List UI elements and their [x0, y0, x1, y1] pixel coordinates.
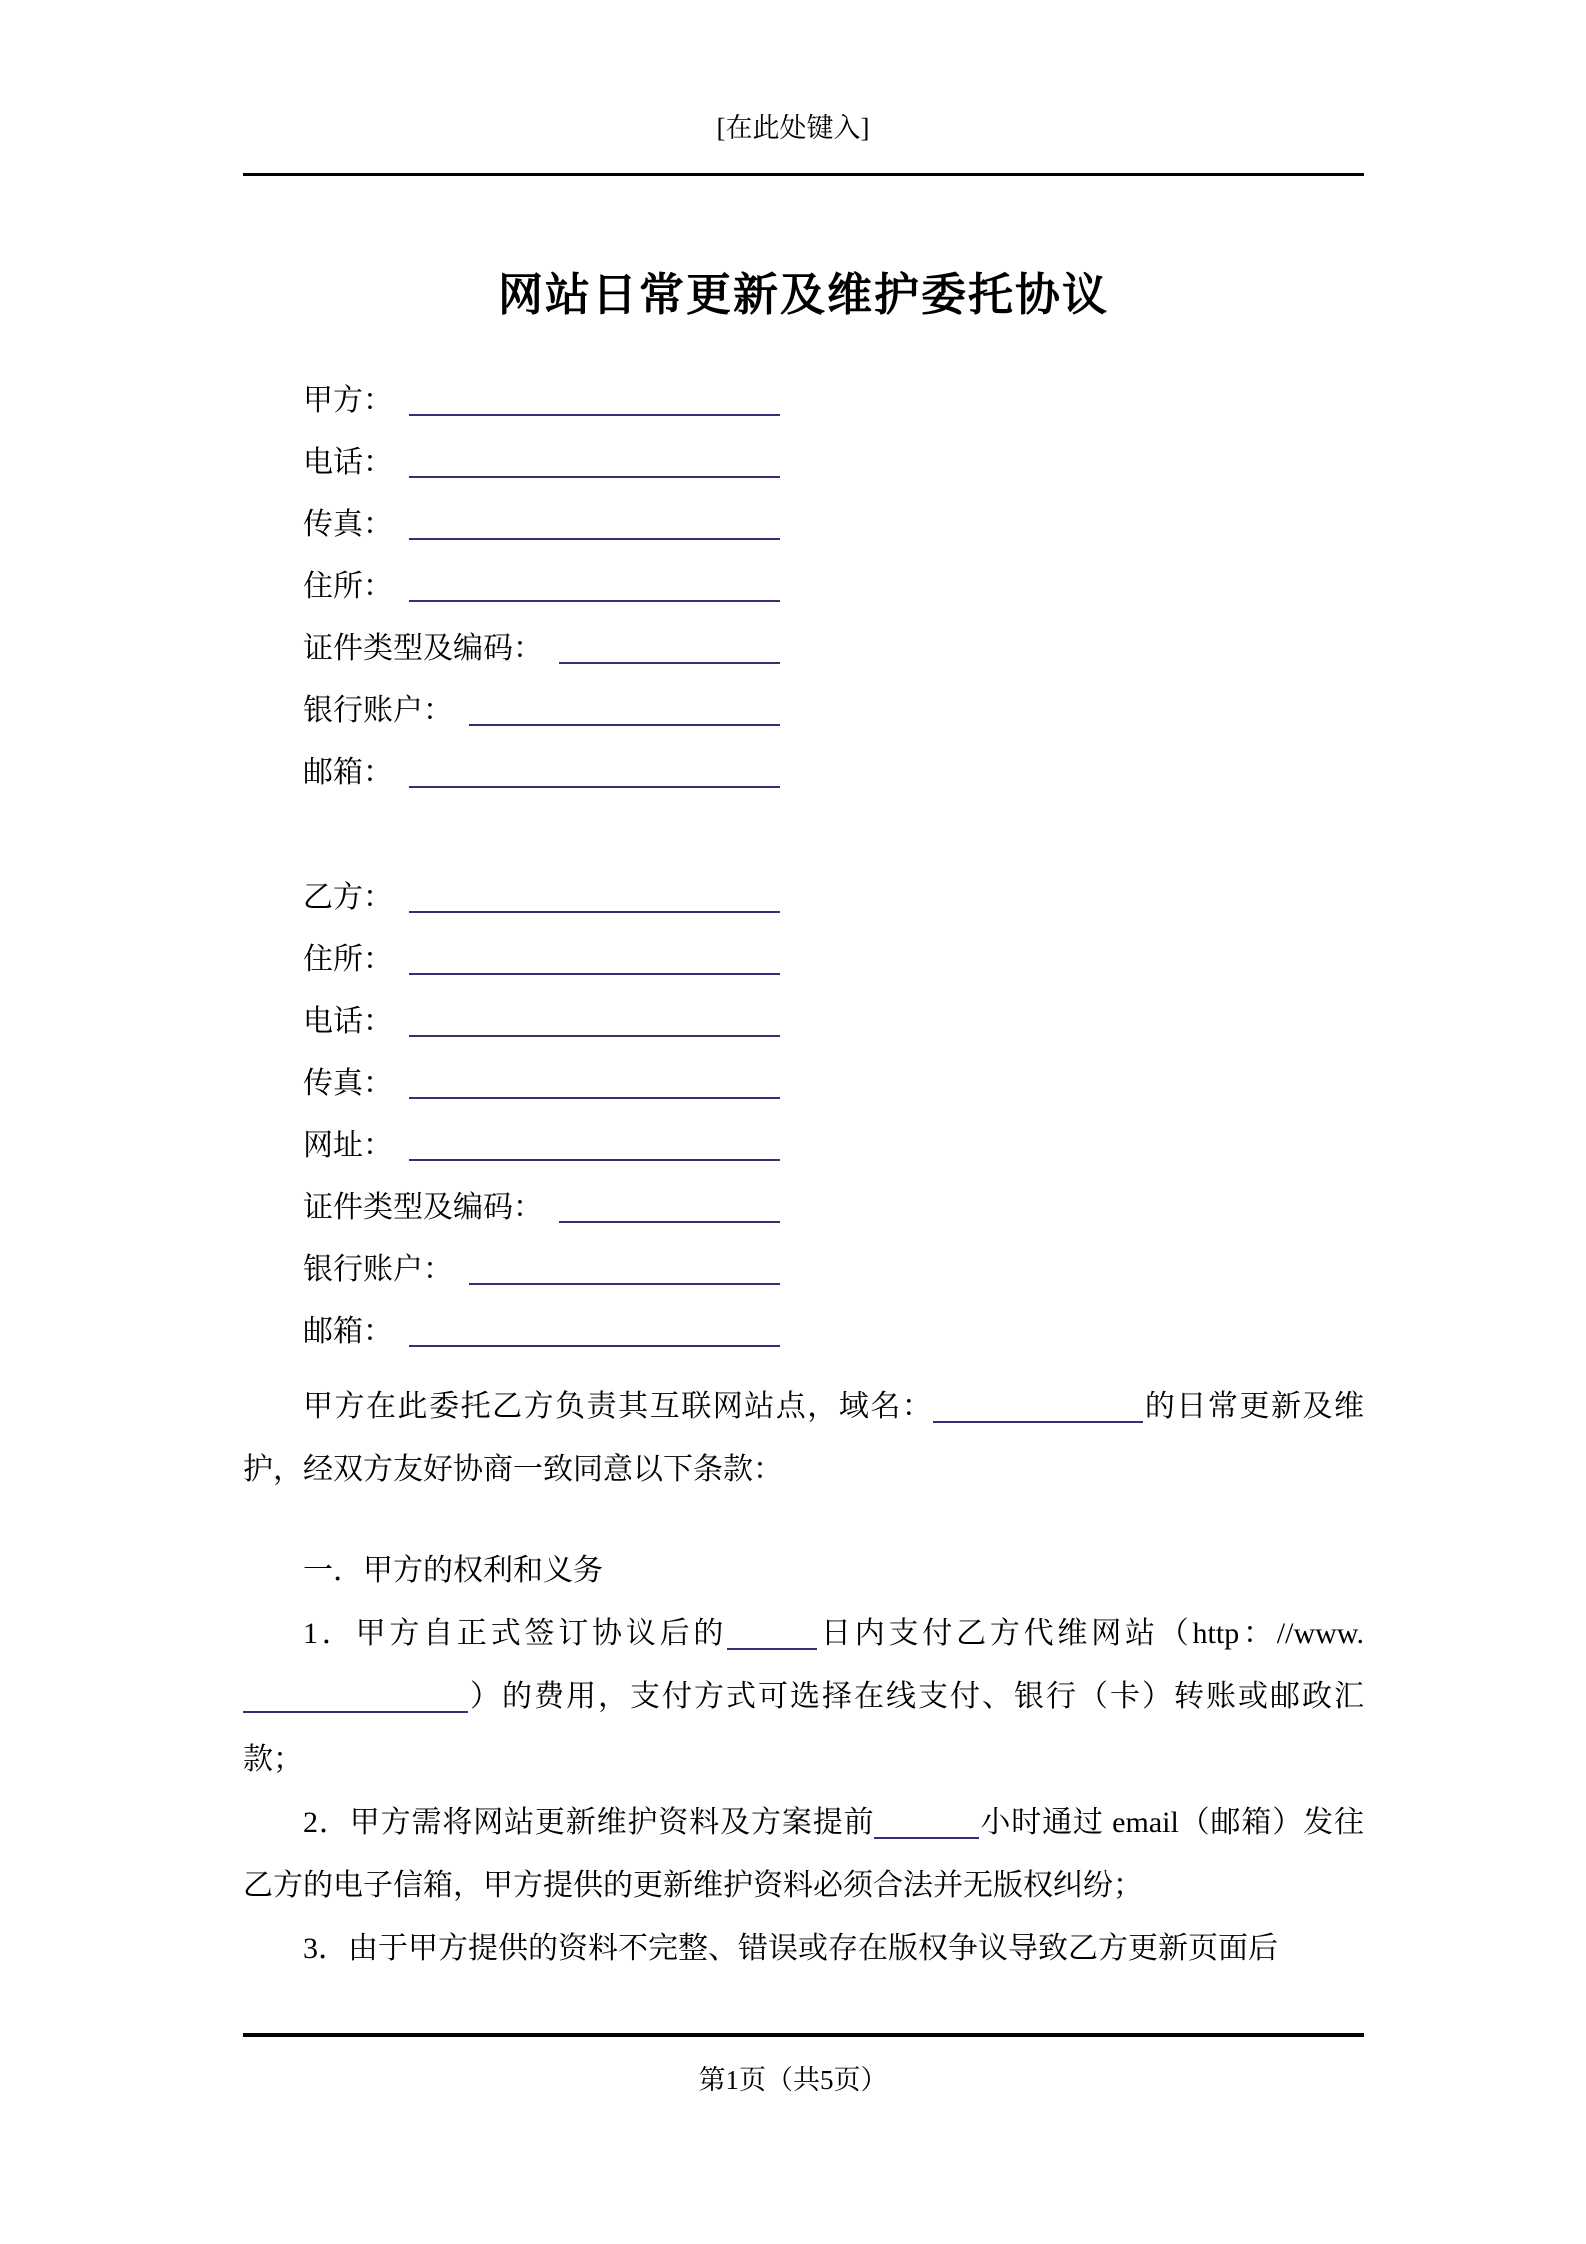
field-label: 电话：	[303, 1005, 393, 1038]
field-label: 传真：	[303, 1067, 393, 1100]
fill-in-blank-line[interactable]	[559, 662, 780, 664]
paragraph-text: 日内支付乙方代维网站（http：//www.	[817, 1617, 1365, 1650]
clause-paragraph	[243, 1791, 1364, 1917]
fill-in-blank-line[interactable]	[409, 911, 780, 913]
page-number-label: 第1页（共5页）	[698, 2065, 888, 2095]
fill-in-blank-line[interactable]	[409, 1159, 780, 1161]
fill-in-blank-line[interactable]	[469, 724, 780, 726]
fill-in-blank-inline[interactable]	[727, 1620, 817, 1650]
field-label: 乙方：	[303, 881, 393, 914]
form-field-row	[303, 734, 780, 796]
form-field-row	[303, 1045, 780, 1107]
form-field-row	[303, 983, 780, 1045]
fill-in-blank-line[interactable]	[409, 973, 780, 975]
section-one-heading: 一．甲方的权利和义务	[303, 1554, 603, 1587]
field-label: 邮箱：	[303, 756, 393, 789]
paragraph-text: ）的费用，支付方式可选择在线支付、银行（卡）转账或邮政汇款；	[243, 1680, 1364, 1776]
clause-list	[243, 1602, 1364, 1980]
paragraph-text: 的日常更新及维护，经双方友好协商一致同意以下条款：	[243, 1390, 1365, 1486]
fill-in-blank-line[interactable]	[469, 1283, 780, 1285]
footer-divider-line	[243, 2033, 1364, 2037]
fill-in-blank-line[interactable]	[409, 538, 780, 540]
form-field-row	[303, 486, 780, 548]
field-label: 网址：	[303, 1129, 393, 1162]
fill-in-blank-line[interactable]	[409, 414, 780, 416]
clause-paragraph	[243, 1917, 1364, 1980]
fill-in-blank-line[interactable]	[409, 786, 780, 788]
fill-in-blank-inline[interactable]	[874, 1809, 979, 1839]
field-label: 住所：	[303, 943, 393, 976]
field-label: 银行账户：	[303, 1253, 453, 1286]
fill-in-blank-line[interactable]	[409, 600, 780, 602]
form-field-row	[303, 1293, 780, 1355]
fill-in-blank-line[interactable]	[559, 1221, 780, 1223]
field-label: 邮箱：	[303, 1315, 393, 1348]
fill-in-blank-line[interactable]	[409, 476, 780, 478]
paragraph-text: 1．甲方自正式签订协议后的	[303, 1617, 728, 1650]
field-label: 住所：	[303, 570, 393, 603]
fill-in-blank-line[interactable]	[409, 1035, 780, 1037]
form-field-row	[303, 1169, 780, 1231]
field-label: 证件类型及编码：	[303, 1191, 543, 1224]
field-label: 证件类型及编码：	[303, 632, 543, 665]
fill-in-blank-line[interactable]	[409, 1097, 780, 1099]
paragraph-text: 小时通过 email（邮箱）发往乙方的电子信箱，甲方提供的更新维护资料必须合法并无版权纠纷；	[243, 1806, 1365, 1902]
document-body	[243, 1375, 1364, 1980]
header-divider-line	[243, 173, 1364, 176]
paragraph-text: 甲方在此委托乙方负责其互联网站点，域名：	[303, 1390, 934, 1423]
fill-in-blank-inline[interactable]	[243, 1683, 468, 1713]
party-a-fields	[303, 362, 780, 796]
paragraph-text: 2．甲方需将网站更新维护资料及方案提前	[303, 1806, 875, 1839]
field-label: 银行账户：	[303, 694, 453, 727]
form-field-row	[303, 1107, 780, 1169]
party-b-fields	[303, 859, 780, 1355]
intro-paragraph	[243, 1375, 1364, 1501]
form-field-row	[303, 424, 780, 486]
form-field-row	[303, 672, 780, 734]
fill-in-blank-inline[interactable]	[933, 1393, 1143, 1423]
field-label: 甲方：	[303, 384, 393, 417]
page-title: 网站日常更新及维护委托协议	[497, 270, 1109, 321]
fill-in-blank-line[interactable]	[409, 1345, 780, 1347]
form-field-row	[303, 921, 780, 983]
word-header-placeholder[interactable]: [在此处键入]	[716, 113, 870, 143]
field-label: 传真：	[303, 508, 393, 541]
form-field-row	[303, 362, 780, 424]
field-label: 电话：	[303, 446, 393, 479]
form-field-row	[303, 859, 780, 921]
paragraph-text: 3．由于甲方提供的资料不完整、错误或存在版权争议导致乙方更新页面后	[303, 1932, 1278, 1965]
form-field-row	[303, 610, 780, 672]
form-field-row	[303, 548, 780, 610]
clause-paragraph	[243, 1602, 1364, 1791]
form-field-row	[303, 1231, 780, 1293]
